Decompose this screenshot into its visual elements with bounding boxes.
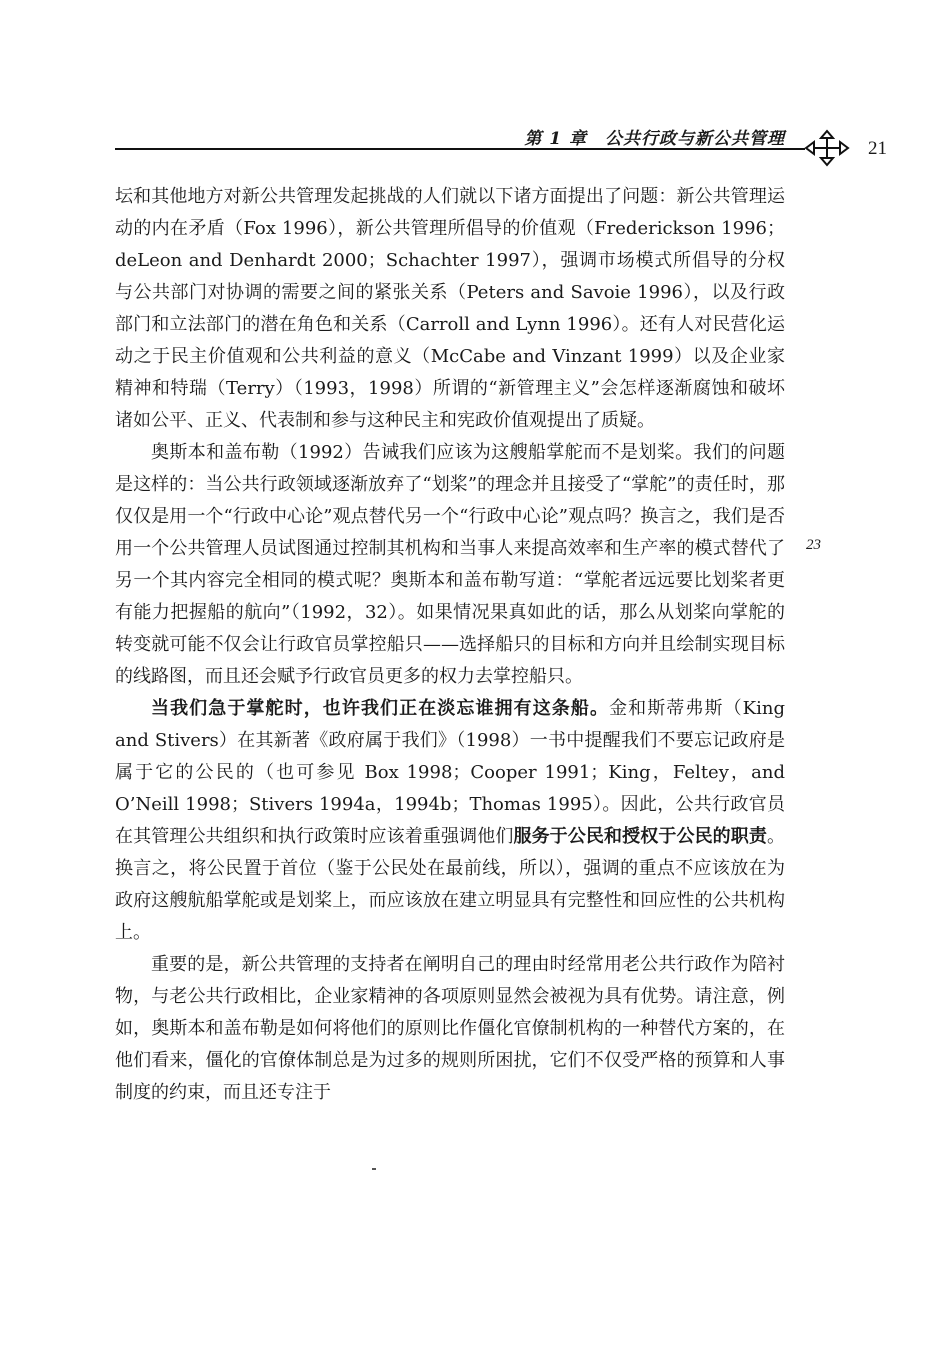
original-page-reference: 23 <box>806 537 821 553</box>
paragraph-3-end: 。换言之，将公民置于首位（鉴于公民处在最前线，所以），强调的重点不应该放在为政府这艘航船掌舵或是划桨上，而应该放在建立明显具有完整性和回应性的公共机构上。 <box>115 826 786 943</box>
body-text <box>115 181 785 1109</box>
paragraph-3-emphasis: 当我们急于掌舵时，也许我们正在淡忘谁拥有这条船。 <box>151 698 610 719</box>
page-number: 21 <box>868 138 887 159</box>
running-header-title: 第 1 章 公共行政与新公共管理 <box>524 129 785 149</box>
paragraph-3-text: 金和斯蒂弗斯（King and Stivers）在其新著《政府属于我们》（1998）一书中提醒我们不要忘记政府是属于它的公民的（也可参见 Box 1998；Cooper 1991；King，Feltey，and O’Neill 1998；Stivers 1994a，1994b；Thomas 1995）。因此，公共行政官员在其管理公共组织和执行政策时应该着重强调他们 <box>115 698 786 847</box>
header-rule <box>115 148 805 150</box>
compass-ornament-icon <box>802 128 852 168</box>
scan-mark <box>372 1168 376 1170</box>
paragraph-3-emphasis-2: 服务于公民和授权于公民的职责 <box>513 826 768 847</box>
paragraph-2: 奥斯本和盖布勒（1992）告诫我们应该为这艘船掌舵而不是划桨。我们的问题是这样的：当公共行政领域逐渐放弃了“划桨”的理念并且接受了“掌舵”的责任时，那仅仅是用一个“行政中心论”观点替代另一个“行政中心论”观点吗？换言之，我们是否用一个公共管理人员试图通过控制其机构和当事人来提高效率和生产率的模式替代了另一个其内容完全相同的模式呢？奥斯本和盖布勒写道：“掌舵者远远要比划桨者更有能力把握船的航向”（1992，32）。如果情况果真如此的话，那么从划桨向掌舵的转变就可能不仅会让行政官员掌控船只——选择船只的目标和方向并且绘制实现目标的线路图，而且还会赋予行政官员更多的权力去掌控船只。 <box>115 442 785 687</box>
paragraph-1: 坛和其他地方对新公共管理发起挑战的人们就以下诸方面提出了问题：新公共管理运动的内在矛盾（Fox 1996），新公共管理所倡导的价值观（Frederickson 1996；deLeon and Denhardt 2000；Schachter 1997），强调市场模式所倡导的分权与公共部门对协调的需要之间的紧张关系（Peters and Savoie 1996），以及行政部门和立法部门的潜在角色和关系（Carroll and Lynn 1996）。还有人对民营化运动之于民主价值观和公共利益的意义（McCabe and Vinzant 1999）以及企业家精神和特瑞（Terry）（1993，1998）所谓的“新管理主义”会怎样逐渐腐蚀和破坏诸如公平、正义、代表制和参与这种民主和宪政价值观提出了质疑。 <box>115 186 785 431</box>
paragraph-4: 重要的是，新公共管理的支持者在阐明自己的理由时经常用老公共行政作为陪衬物，与老公共行政相比，企业家精神的各项原则显然会被视为具有优势。请注意，例如，奥斯本和盖布勒是如何将他们的原则比作僵化官僚制机构的一种替代方案的，在他们看来，僵化的官僚体制总是为过多的规则所困扰，它们不仅受严格的预算和人事制度的约束，而且还专注于 <box>115 954 785 1103</box>
paragraph-3 <box>115 693 785 949</box>
